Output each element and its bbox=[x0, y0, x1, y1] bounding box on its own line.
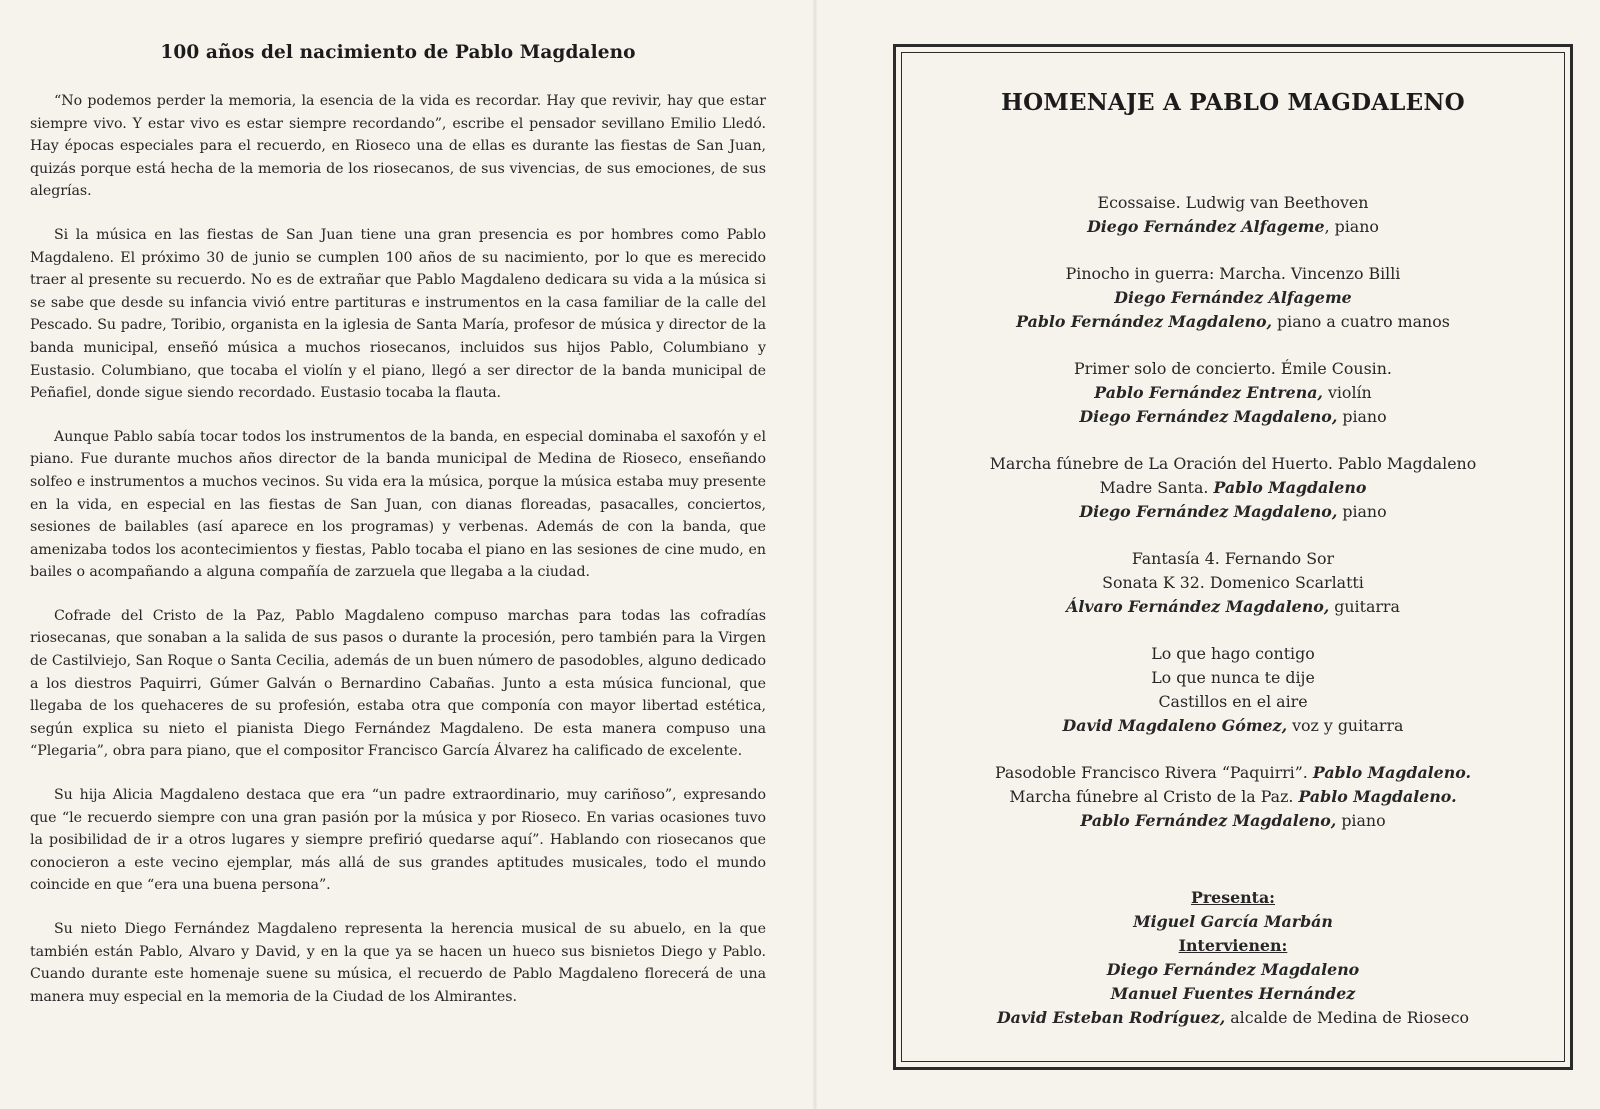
programme-line bbox=[902, 809, 1564, 833]
performer-name: Diego Fernández Alfageme bbox=[1114, 288, 1352, 307]
programme-line bbox=[902, 571, 1564, 595]
speakers-list bbox=[902, 958, 1564, 1030]
piece-title: Marcha fúnebre de La Oración del Huerto. Pablo Magdaleno bbox=[989, 454, 1477, 473]
piece-title: Castillos en el aire bbox=[1158, 692, 1308, 711]
presenter-name: Miguel García Marbán bbox=[1133, 912, 1333, 931]
performer-name: Pablo Magdaleno. bbox=[1298, 787, 1457, 806]
credits-block bbox=[902, 886, 1564, 1030]
piece-title: Fantasía 4. Fernando Sor bbox=[1131, 549, 1335, 568]
piece-title: Marcha fúnebre al Cristo de la Paz. bbox=[1009, 787, 1299, 806]
page-fold bbox=[812, 0, 818, 1109]
programme-line bbox=[902, 262, 1564, 286]
article-paragraph: Su nieto Diego Fernández Magdaleno representa la herencia musical de su abuelo, en la que también están Pablo, Alvaro y David, y en la que ya se hacen un hueco sus bisnietos Diego y Pablo. Cuando durante este homenaje suene su música, el recuerdo de Pablo Magdaleno florecerá de una manera muy especial en la memoria de la Ciudad de los Almirantes. bbox=[30, 921, 766, 1005]
article-paragraph: “No podemos perder la memoria, la esencia de la vida es recordar. Hay que revivir, hay que estar siempre vivo. Y estar vivo es estar siempre recordando”, escribe el pensador sevillano Emilio Lledó. Hay épocas especiales para el recuerdo, en Rioseco una de ellas es durante las fiestas de San Juan, quizás porque está hecha de la memoria de los riosecanos, de sus vivencias, de sus emociones, de sus alegrías. bbox=[30, 93, 766, 200]
presenta-label: Presenta: bbox=[1190, 888, 1276, 907]
programme-line bbox=[902, 286, 1564, 310]
programme-line bbox=[902, 595, 1564, 619]
speaker-name: Diego Fernández Magdaleno bbox=[1106, 960, 1360, 979]
performer-name: Álvaro Fernández Magdaleno, bbox=[1066, 597, 1330, 616]
programme-piece bbox=[902, 761, 1564, 833]
program-frame bbox=[893, 44, 1573, 1070]
instrument-label: piano bbox=[1337, 407, 1387, 426]
instrument-label: piano a cuatro manos bbox=[1272, 312, 1450, 331]
program-title: HOMENAJE A PABLO MAGDALENO bbox=[1001, 89, 1465, 116]
programme-piece bbox=[902, 642, 1564, 738]
piece-title: Primer solo de concierto. Émile Cousin. bbox=[1074, 359, 1392, 378]
programme-piece bbox=[902, 262, 1564, 334]
performer-name: Pablo Fernández Entrena, bbox=[1094, 383, 1323, 402]
piece-title: Lo que hago contigo bbox=[1151, 644, 1315, 663]
programme-line bbox=[902, 666, 1564, 690]
programme-piece bbox=[902, 191, 1564, 239]
piece-title: Ecossaise. Ludwig van Beethoven bbox=[1097, 193, 1369, 212]
speaker-name: David Esteban Rodríguez, bbox=[996, 1008, 1226, 1027]
piece-title: Lo que nunca te dije bbox=[1151, 668, 1315, 687]
programme-line bbox=[902, 215, 1564, 239]
programme-piece bbox=[902, 357, 1564, 429]
piece-title: Pinocho in guerra: Marcha. Vincenzo Billi bbox=[1065, 264, 1401, 283]
article-paragraph: Su hija Alicia Magdaleno destaca que era “un padre extraordinario, muy cariñoso”, expresando que “le recuerdo siempre con una gran pasión por la música y por Rioseco. En varias ocasiones tuvo la posibilidad de ir a otros lugares y siempre prefirió quedarse aquí”. Hablando con riosecanos que conocieron a este vecino ejemplar, más allá de sus grandes aptitudes musicales, todo el mundo coincide en que “era una buena persona”. bbox=[30, 787, 766, 894]
programme-line bbox=[902, 690, 1564, 714]
programme-line bbox=[902, 357, 1564, 381]
speaker-line bbox=[902, 958, 1564, 982]
program-inner-border bbox=[901, 52, 1565, 1062]
programme-line bbox=[902, 642, 1564, 666]
performer-name: Pablo Magdaleno. bbox=[1312, 763, 1471, 782]
performer-name: David Magdaleno Gómez, bbox=[1062, 716, 1288, 735]
piece-title: Madre Santa. bbox=[1099, 478, 1214, 497]
speaker-name: Manuel Fuentes Hernández bbox=[1110, 984, 1356, 1003]
programme-piece bbox=[902, 547, 1564, 619]
instrument-label: , piano bbox=[1324, 217, 1379, 236]
left-page bbox=[30, 42, 766, 1029]
programme-line bbox=[902, 381, 1564, 405]
article-paragraph: Si la música en las fiestas de San Juan tiene una gran presencia es por hombres como Pablo Magdaleno. El próximo 30 de junio se cumplen 100 años de su nacimiento, por lo que es merecido traer al presente su recuerdo. No es de extrañar que Pablo Magdaleno dedicara su vida a la música si se sabe que desde su infancia vivió entre partituras e instrumentos en la casa familiar de la calle del Pescado. Su padre, Toribio, organista en la iglesia de Santa María, profesor de música y director de la banda municipal, enseñó música a muchos riosecanos, incluidos sus hijos Pablo, Columbiano y Eustasio. Columbiano, que tocaba el violín y el piano, llegó a ser director de la banda municipal de Peñafiel, donde sigue siendo recordado. Eustasio tocaba la flauta. bbox=[30, 226, 766, 402]
performer-name: Diego Fernández Alfageme bbox=[1087, 217, 1325, 236]
article-title: 100 años del nacimiento de Pablo Magdaleno bbox=[160, 42, 636, 63]
programme-line bbox=[902, 405, 1564, 429]
programme-line bbox=[902, 785, 1564, 809]
programme-list bbox=[902, 191, 1564, 856]
instrument-label: piano bbox=[1336, 811, 1386, 830]
programme-line bbox=[902, 476, 1564, 500]
instrument-label: piano bbox=[1337, 502, 1387, 521]
article-paragraph: Aunque Pablo sabía tocar todos los instrumentos de la banda, en especial dominaba el saxofón y el piano. Fue durante muchos años director de la banda municipal de Medina de Rioseco, enseñando solfeo e instrumentos a muchos vecinos. Su vida era la música, porque la música estaba muy presente en la vida, en especial en las fiestas de San Juan, con dianas floreadas, pasacalles, conciertos, sesiones de bailables (así aparece en los programas) y verbenas. Además de con la banda, que amenizaba todos los acontecimientos y fiestas, Pablo tocaba el piano en las sesiones de cine mudo, en bailes o acompañando a alguna compañía de zarzuela que llegaba a la ciudad. bbox=[30, 428, 766, 581]
programme-line bbox=[902, 191, 1564, 215]
programme-line bbox=[902, 452, 1564, 476]
piece-title: Sonata K 32. Domenico Scarlatti bbox=[1102, 573, 1364, 592]
intervienen-label: Intervienen: bbox=[1178, 936, 1288, 955]
instrument-label: voz y guitarra bbox=[1287, 716, 1404, 735]
instrument-label: guitarra bbox=[1329, 597, 1400, 616]
speaker-role: alcalde de Medina de Rioseco bbox=[1225, 1008, 1470, 1027]
performer-name: Pablo Fernández Magdaleno, bbox=[1016, 312, 1273, 331]
performer-name: Pablo Fernández Magdaleno, bbox=[1080, 811, 1337, 830]
programme-line bbox=[902, 714, 1564, 738]
programme-line bbox=[902, 547, 1564, 571]
instrument-label: violín bbox=[1322, 383, 1372, 402]
performer-name: Pablo Magdaleno bbox=[1213, 478, 1367, 497]
programme-line bbox=[902, 310, 1564, 334]
programme-line bbox=[902, 500, 1564, 524]
performer-name: Diego Fernández Magdaleno, bbox=[1079, 502, 1338, 521]
speaker-line bbox=[902, 982, 1564, 1006]
performer-name: Diego Fernández Magdaleno, bbox=[1079, 407, 1338, 426]
speaker-line bbox=[902, 1006, 1564, 1030]
programme-piece bbox=[902, 452, 1564, 524]
piece-title: Pasodoble Francisco Rivera “Paquirri”. bbox=[995, 763, 1313, 782]
article-paragraph: Cofrade del Cristo de la Paz, Pablo Magdaleno compuso marchas para todas las cofradías riosecanas, que sonaban a la salida de sus pasos o durante la procesión, pero también para la Virgen de Castilviejo, San Roque o Santa Cecilia, además de un buen número de pasodobles, alguno dedicado a los diestros Paquirri, Gúmer Galván o Bernardino Cabañas. Junto a esta música funcional, que llegaba de los quehaceres de su profesión, estaba otra que componía con mayor libertad estética, según explica su nieto el pianista Diego Fernández Magdaleno. De esta manera compuso una “Plegaria”, obra para piano, que el compositor Francisco García Álvarez ha calificado de excelente. bbox=[30, 607, 766, 760]
programme-line bbox=[902, 761, 1564, 785]
